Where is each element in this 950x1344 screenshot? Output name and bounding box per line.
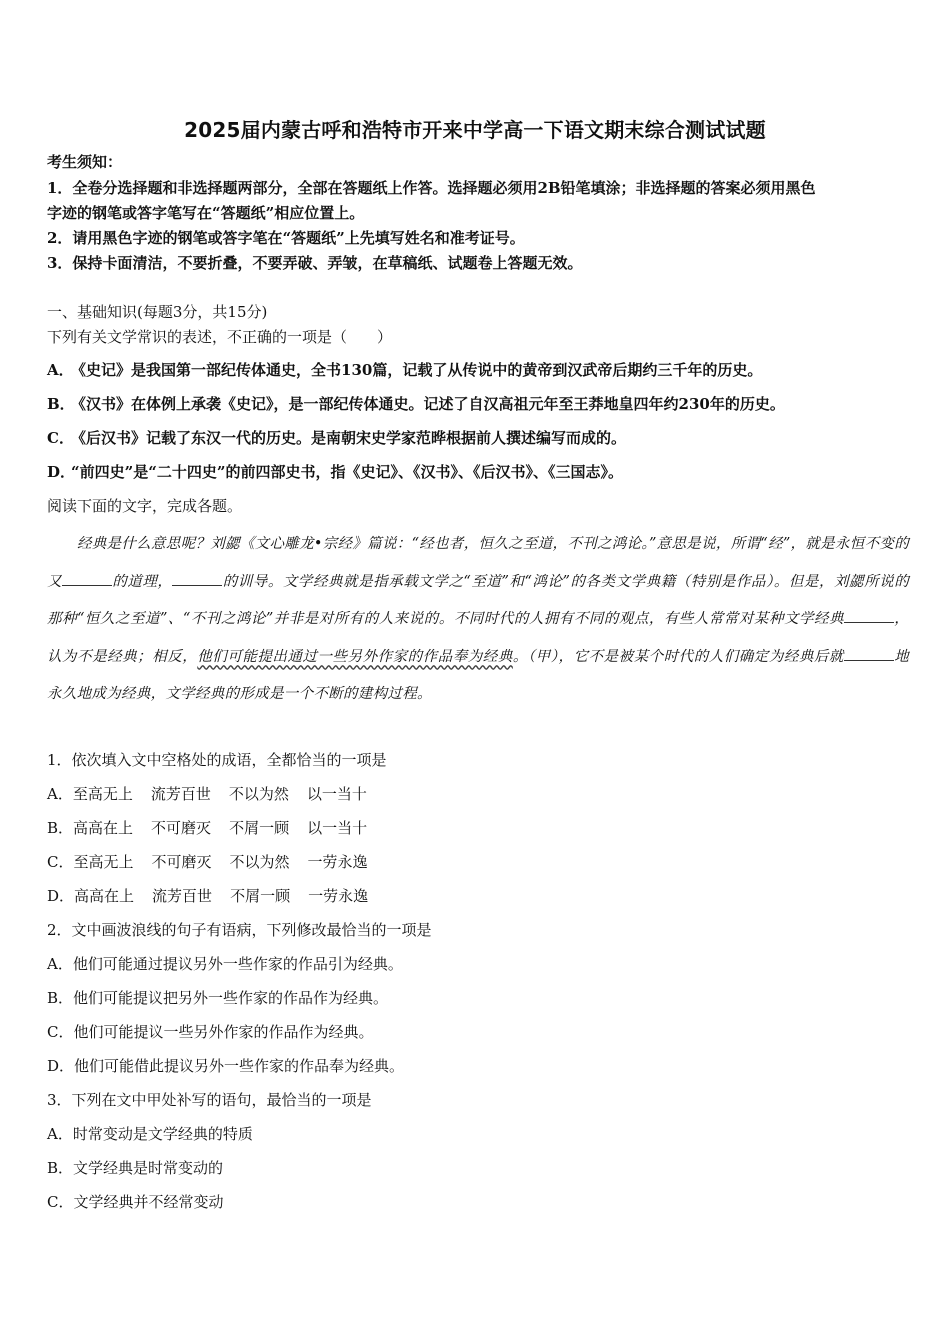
- word: 高高在上: [73, 819, 134, 837]
- q2-option-c: [47, 1022, 374, 1042]
- passage-text: 经典是什么意思呢？刘勰《文心雕龙•宗经》篇说：“经也者，恒久之至道，不刊之鸿论。”意思是说，所谓“经”，就是永恒不变的又: [47, 536, 909, 590]
- passage-text: ，认为不是经典；相反，: [47, 611, 909, 665]
- word: 以一当十: [307, 819, 368, 837]
- option-label: D．: [47, 463, 76, 481]
- option-label: A．: [47, 955, 73, 973]
- reading-instruction: 阅读下面的文字，完成各题。: [47, 497, 243, 515]
- q3-option-b: [47, 1158, 223, 1178]
- blank-3: [844, 606, 894, 623]
- q2-option-d: [47, 1056, 404, 1076]
- reading-passage: [47, 526, 909, 714]
- option-text: 文学经典是时常变动的: [73, 1159, 224, 1177]
- passage-text: 的训导。文学经典就是指承载文学之“至道”和“鸿论”的各类文学典籍（特别是作品）。但是，刘勰所说的那种“恒久之至道”、“不刊之鸿论”并非是对所有的人来说的。不同时代的人拥有不同的观点，有些人常常对某种文学经典: [47, 573, 909, 627]
- q1-option-b: [47, 818, 367, 838]
- q3-option-a: [47, 1124, 253, 1144]
- option-label: D．: [47, 1057, 75, 1075]
- option-text: 《史记》是我国第一部纪传体通史，全书130篇，记载了从传说中的黄帝到汉武帝后期约三千年的历史。: [71, 361, 763, 379]
- option-text: 文学经典并不经常变动: [73, 1193, 224, 1211]
- question-stem: 下列有关文学常识的表述，不正确的一项是（ ）: [47, 328, 393, 346]
- passage-text: 的道理，: [112, 573, 173, 590]
- page-title: 2025届内蒙古呼和浩特市开来中学高一下语文期末综合测试试题: [184, 118, 766, 142]
- option-text: 《后汉书》记载了东汉一代的历史。是南朝宋史学家范晔根据前人撰述编写而成的。: [71, 429, 627, 447]
- notice-item-3: 3．保持卡面清洁，不要折叠，不要弄破、弄皱，在草稿纸、试题卷上答题无效。: [47, 254, 583, 272]
- option-text: 他们可能提议一些另外作家的作品作为经典。: [73, 1023, 374, 1041]
- option-label: D．: [47, 887, 75, 905]
- word: 不以为然: [228, 785, 289, 803]
- option-label: B．: [47, 989, 74, 1007]
- option-label: B．: [47, 1159, 74, 1177]
- q1-option-a: [47, 784, 367, 804]
- word: 不可磨灭: [151, 853, 212, 871]
- option-text: 《汉书》在体例上承袭《史记》，是一部纪传体通史。记述了自汉高祖元年至王莽地皇四年约230年的历史。: [71, 395, 785, 413]
- word: 至高无上: [72, 785, 133, 803]
- blank-4: [844, 644, 894, 661]
- blank-1: [62, 569, 112, 586]
- notice-heading: 考生须知：: [47, 153, 123, 171]
- q2-stem: 2．文中画波浪线的句子有语病，下列修改最恰当的一项是: [47, 921, 432, 939]
- option-text: 他们可能借此提议另外一些作家的作品奉为经典。: [74, 1057, 405, 1075]
- option-label: C．: [47, 429, 74, 447]
- option-d: [47, 462, 623, 482]
- word: 不可磨灭: [151, 819, 212, 837]
- option-label: C．: [47, 1193, 74, 1211]
- blank-2: [172, 569, 222, 586]
- word: 不屑一顾: [229, 819, 290, 837]
- notice-item-2: 2．请用黑色字迹的钢笔或答字笔在“答题纸”上先填写姓名和准考证号。: [47, 229, 525, 247]
- wavy-sentence: 他们可能提出通过一些另外作家的作品奉为经典: [197, 648, 513, 665]
- section-heading: 一、基础知识(每题3分，共15分): [47, 303, 268, 321]
- word: 不屑一顾: [230, 887, 291, 905]
- word: 以一当十: [306, 785, 367, 803]
- word: 高高在上: [74, 887, 135, 905]
- option-label: A．: [47, 785, 73, 803]
- option-c: [47, 428, 626, 448]
- option-label: A．: [47, 361, 74, 379]
- q1-option-c: [47, 852, 368, 872]
- word: 至高无上: [73, 853, 134, 871]
- passage-text: 。（甲），它不是被某个时代的人们确定为经典后就: [512, 648, 844, 665]
- word: 一劳永逸: [308, 887, 369, 905]
- q3-option-c: [47, 1192, 224, 1212]
- q1-stem: 1．依次填入文中空格处的成语，全都恰当的一项是: [47, 751, 387, 769]
- q2-option-a: [47, 954, 403, 974]
- q2-option-b: [47, 988, 388, 1008]
- notice-item-1b: 字迹的钢笔或答字笔写在“答题纸”相应位置上。: [47, 204, 365, 222]
- notice-item-1a: 1．全卷分选择题和非选择题两部分，全部在答题纸上作答。选择题必须用2B铅笔填涂；非选择题的答案必须用黑色: [47, 179, 816, 197]
- option-label: B．: [47, 395, 75, 413]
- option-label: C．: [47, 1023, 74, 1041]
- option-text: “前四史”是“二十四史”的前四部史书，指《史记》、《汉书》、《后汉书》、《三国志》。: [71, 463, 624, 481]
- passage-text: 地永久地成为经典，文学经典的形成是一个不断的建构过程。: [47, 648, 909, 702]
- word: 流芳百世: [150, 785, 211, 803]
- option-text: 他们可能提议把另外一些作家的作品作为经典。: [73, 989, 389, 1007]
- option-label: C．: [47, 853, 74, 871]
- option-text: 时常变动是文学经典的特质: [72, 1125, 253, 1143]
- option-label: B．: [47, 819, 74, 837]
- q3-stem: 3．下列在文中甲处补写的语句，最恰当的一项是: [47, 1091, 372, 1109]
- word: 一劳永逸: [307, 853, 368, 871]
- option-text: 他们可能通过提议另外一些作家的作品引为经典。: [72, 955, 403, 973]
- word: 流芳百世: [152, 887, 213, 905]
- option-b: [47, 394, 785, 414]
- option-a: [47, 360, 762, 380]
- word: 不以为然: [229, 853, 290, 871]
- q1-option-d: [47, 886, 368, 906]
- option-label: A．: [47, 1125, 73, 1143]
